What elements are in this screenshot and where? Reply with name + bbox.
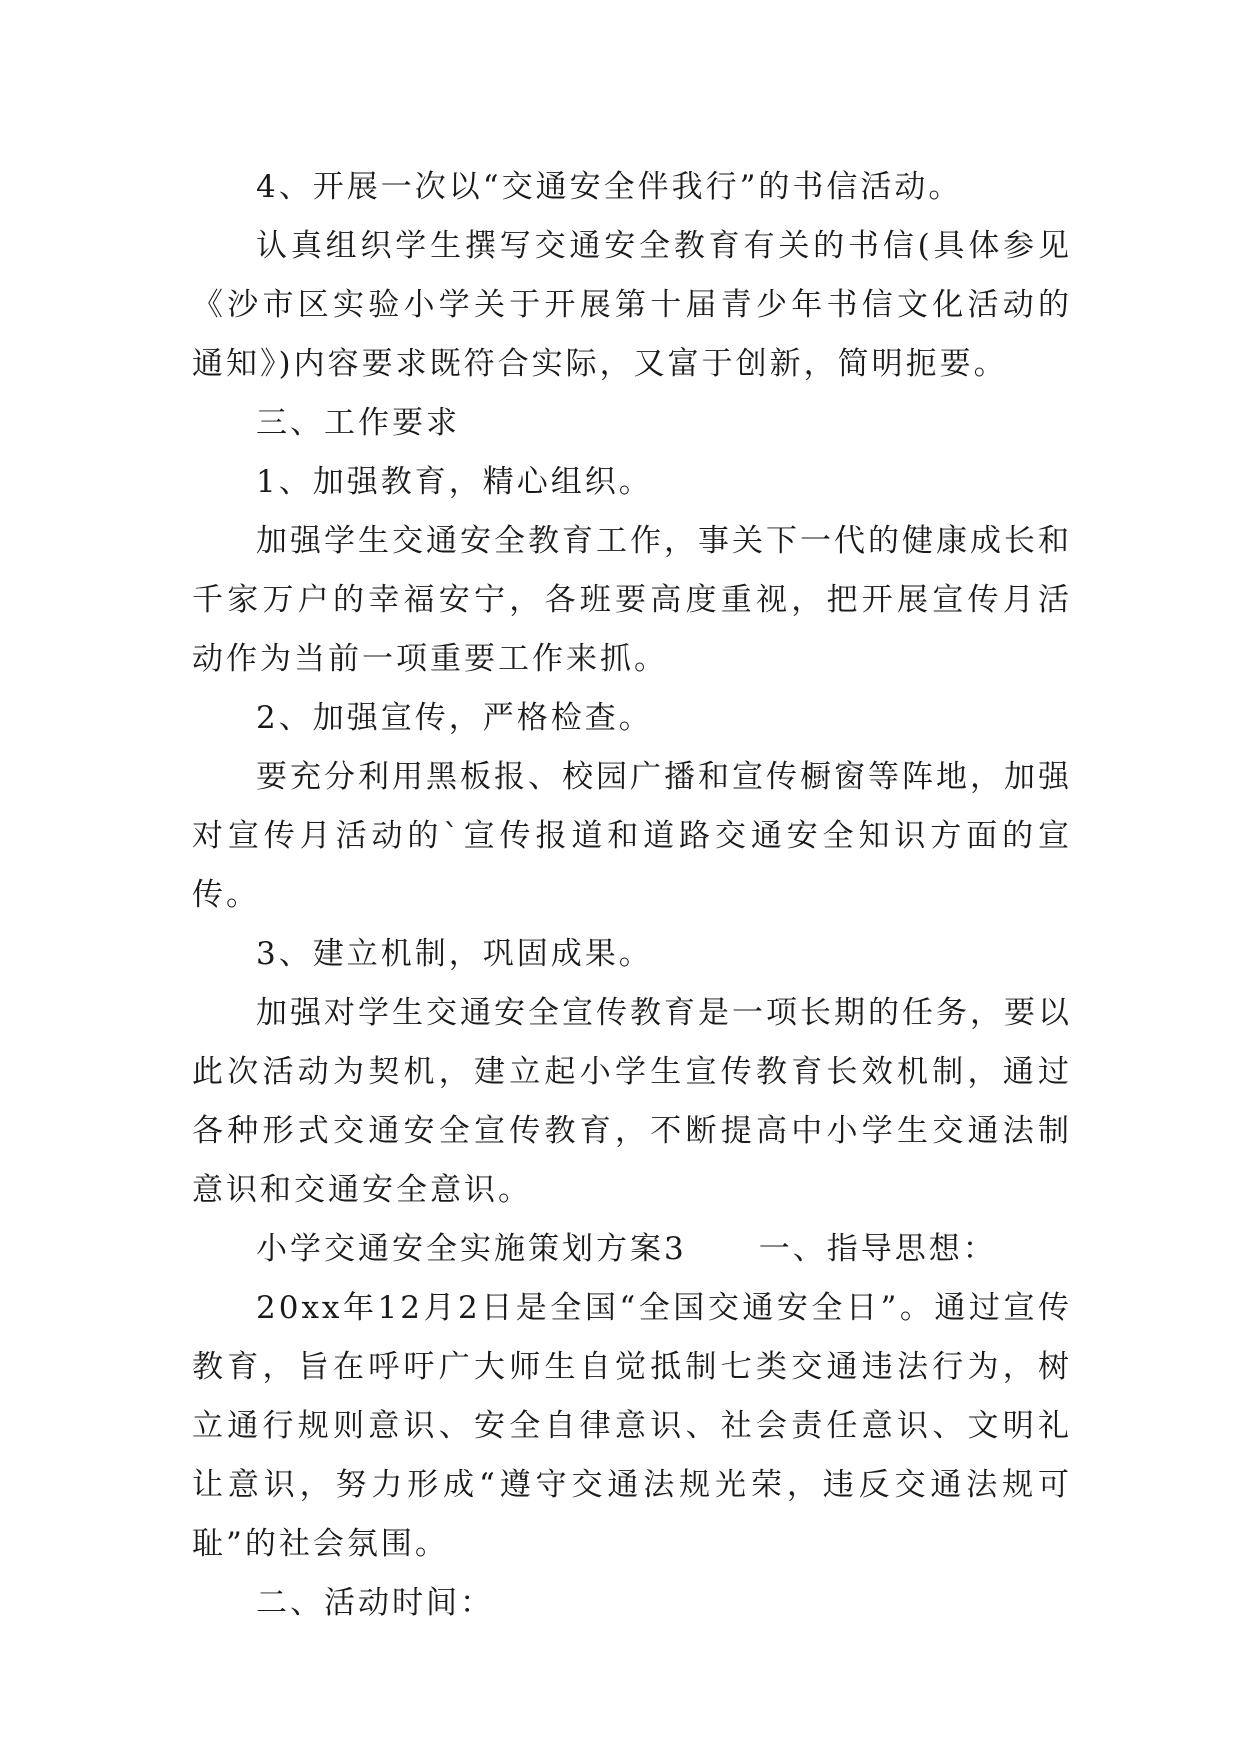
section-title: 小学交通安全实施策划方案3 [256,1231,687,1267]
paragraph-item-3-heading: 3、建立机制，巩固成果。 [256,936,653,972]
paragraph-item-4-heading: 4、开展一次以“交通安全伴我行”的书信活动。 [256,169,963,205]
paragraph-publicity: 要充分利用黑板报、校园广播和宣传橱窗等阵地，加强对宣传月活动的`宣传报道和道路交通安全知识方面的宣传。 [192,759,1072,913]
paragraph-item-2-heading: 2、加强宣传，严格检查。 [256,700,653,736]
document-body [192,158,1072,1633]
paragraph-letter-writing: 认真组织学生撰写交通安全教育有关的书信(具体参见《沙市区实验小学关于开展第十届青少年书信文化活动的通知》)内容要求既符合实际，又富于创新，简明扼要。 [192,228,1072,382]
section-heading-work-requirements: 三、工作要求 [256,405,460,441]
paragraph-item-1-heading: 1、加强教育，精心组织。 [256,464,653,500]
paragraph-education-work: 加强学生交通安全教育工作，事关下一代的健康成长和千家万户的幸福安宁，各班要高度重视，把开展宣传月活动作为当前一项重要工作来抓。 [192,523,1072,677]
section-title-line [192,1220,1072,1279]
paragraph-traffic-safety-day: 20xx年12月2日是全国“全国交通安全日”。通过宣传教育，旨在呼吁广大师生自觉抵制七类交通违法行为，树立通行规则意识、安全自律意识、社会责任意识、文明礼让意识，努力形成“遵守交通法规光荣，违反交通法规可耻”的社会氛围。 [192,1290,1072,1562]
paragraph-long-term-mechanism: 加强对学生交通安全宣传教育是一项长期的任务，要以此次活动为契机，建立起小学生宣传教育长效机制，通过各种形式交通安全宣传教育，不断提高中小学生交通法制意识和交通安全意识。 [192,995,1072,1208]
section-heading-activity-time: 二、活动时间： [256,1585,494,1621]
section-heading-guiding-ideology: 一、指导思想： [758,1231,997,1267]
